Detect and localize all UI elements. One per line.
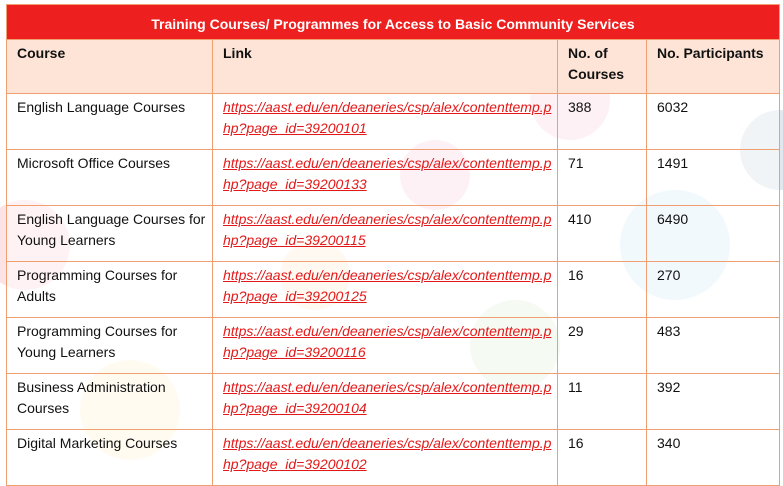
num-courses-cell: 29 [558, 318, 647, 374]
table-row [7, 206, 780, 262]
table-row [7, 262, 780, 318]
link-cell [213, 318, 558, 374]
course-cell: Programming Courses for Adults [7, 262, 213, 318]
header-course: Course [7, 40, 213, 94]
num-courses-cell: 11 [558, 374, 647, 430]
course-cell: Business Administration Courses [7, 374, 213, 430]
link-cell [213, 150, 558, 206]
num-courses-cell: 71 [558, 150, 647, 206]
link-cell [213, 206, 558, 262]
participants-cell: 270 [647, 262, 780, 318]
course-cell: English Language Courses [7, 94, 213, 150]
link-cell [213, 94, 558, 150]
course-link[interactable]: https://aast.edu/en/deaneries/csp/alex/contenttemp.php?page_id=39200116 [223, 323, 552, 360]
course-link[interactable]: https://aast.edu/en/deaneries/csp/alex/contenttemp.php?page_id=39200102 [223, 435, 552, 472]
courses-table [6, 4, 780, 486]
header-participants: No. Participants [647, 40, 780, 94]
title-row [7, 5, 780, 40]
header-link: Link [213, 40, 558, 94]
table-title: Training Courses/ Programmes for Access to Basic Community Services [7, 5, 780, 40]
participants-cell: 392 [647, 374, 780, 430]
participants-cell: 1491 [647, 150, 780, 206]
table-row [7, 430, 780, 486]
course-cell: Programming Courses for Young Learners [7, 318, 213, 374]
participants-cell: 6032 [647, 94, 780, 150]
table-row [7, 150, 780, 206]
num-courses-cell: 410 [558, 206, 647, 262]
course-cell: English Language Courses for Young Learners [7, 206, 213, 262]
course-cell: Microsoft Office Courses [7, 150, 213, 206]
course-link[interactable]: https://aast.edu/en/deaneries/csp/alex/contenttemp.php?page_id=39200115 [223, 211, 552, 248]
course-cell: Digital Marketing Courses [7, 430, 213, 486]
num-courses-cell: 16 [558, 430, 647, 486]
course-link[interactable]: https://aast.edu/en/deaneries/csp/alex/contenttemp.php?page_id=39200104 [223, 379, 552, 416]
participants-cell: 6490 [647, 206, 780, 262]
participants-cell: 483 [647, 318, 780, 374]
num-courses-cell: 16 [558, 262, 647, 318]
link-cell [213, 374, 558, 430]
header-row [7, 40, 780, 94]
table-row [7, 318, 780, 374]
participants-cell: 340 [647, 430, 780, 486]
table-row [7, 94, 780, 150]
course-link[interactable]: https://aast.edu/en/deaneries/csp/alex/contenttemp.php?page_id=39200101 [223, 99, 552, 136]
link-cell [213, 262, 558, 318]
course-link[interactable]: https://aast.edu/en/deaneries/csp/alex/contenttemp.php?page_id=39200125 [223, 267, 552, 304]
course-link[interactable]: https://aast.edu/en/deaneries/csp/alex/contenttemp.php?page_id=39200133 [223, 155, 552, 192]
header-num-courses: No. of Courses [558, 40, 647, 94]
link-cell [213, 430, 558, 486]
table-row [7, 374, 780, 430]
num-courses-cell: 388 [558, 94, 647, 150]
